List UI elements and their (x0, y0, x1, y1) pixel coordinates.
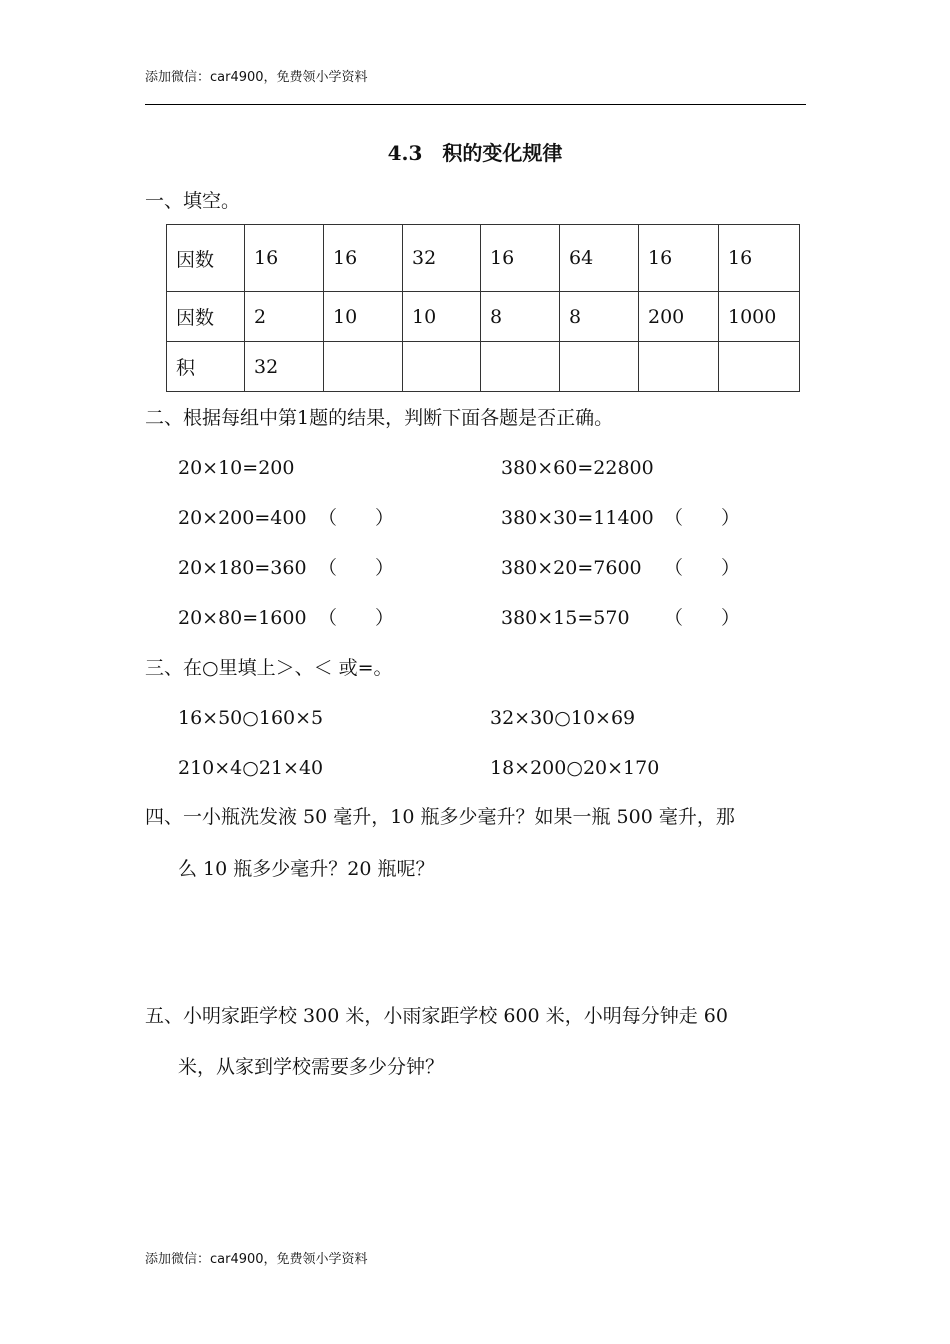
table-cell: 16 (245, 225, 324, 292)
table-cell: 16 (639, 225, 719, 292)
compare-item: 16×50○160×5 (178, 707, 324, 729)
table-cell: 8 (560, 292, 639, 342)
row-label: 积 (167, 342, 245, 392)
answer-parens: （ ） (318, 507, 395, 529)
table-cell: 64 (560, 225, 639, 292)
equation-left: 20×180=360 (178, 557, 307, 579)
section-4-line2: 么 10 瓶多少毫升？20 瓶呢？ (178, 858, 435, 880)
factor-product-table (166, 224, 800, 392)
answer-cell (324, 342, 403, 392)
row-label: 因数 (167, 225, 245, 292)
equation-right: 380×60=22800 (501, 457, 654, 479)
table-cell: 16 (481, 225, 560, 292)
table-row (167, 292, 800, 342)
table-row (167, 225, 800, 292)
equation-right: 380×15=570 (501, 607, 630, 629)
section-1-heading: 一、填空。 (145, 190, 241, 212)
table-cell: 200 (639, 292, 719, 342)
section-4-line1: 四、一小瓶洗发液 50 毫升，10 瓶多少毫升？如果一瓶 500 毫升，那 (145, 806, 735, 828)
table-cell: 2 (245, 292, 324, 342)
section-5-line1: 五、小明家距学校 300 米，小雨家距学校 600 米，小明每分钟走 60 (145, 1005, 728, 1027)
table-cell: 32 (245, 342, 324, 392)
equation-left: 20×10=200 (178, 457, 295, 479)
table-cell: 1000 (719, 292, 800, 342)
answer-cell (403, 342, 481, 392)
table-cell: 16 (324, 225, 403, 292)
page-footer: 添加微信：car4900，免费领小学资料 (145, 1252, 368, 1267)
answer-parens: （ ） (318, 557, 395, 579)
equation-right: 380×20=7600 (501, 557, 642, 579)
answer-cell (639, 342, 719, 392)
compare-item: 32×30○10×69 (490, 707, 636, 729)
table-cell: 32 (403, 225, 481, 292)
table-row (167, 342, 800, 392)
answer-cell (560, 342, 639, 392)
answer-cell (481, 342, 560, 392)
answer-parens: （ ） (318, 607, 395, 629)
answer-cell (719, 342, 800, 392)
table-cell: 16 (719, 225, 800, 292)
section-3-heading: 三、在○里填上＞、＜ 或=。 (145, 657, 393, 679)
section-5-line2: 米，从家到学校需要多少分钟？ (178, 1056, 445, 1078)
equation-left: 20×200=400 (178, 507, 307, 529)
page-header: 添加微信：car4900，免费领小学资料 (145, 70, 368, 85)
equation-left: 20×80=1600 (178, 607, 307, 629)
table-cell: 10 (403, 292, 481, 342)
table-cell: 10 (324, 292, 403, 342)
compare-item: 210×4○21×40 (178, 757, 324, 779)
worksheet-title: 4.3 积的变化规律 (387, 141, 563, 165)
header-rule (145, 104, 806, 105)
compare-item: 18×200○20×170 (490, 757, 660, 779)
answer-parens: （ ） (664, 607, 741, 629)
answer-parens: （ ） (664, 557, 741, 579)
table-cell: 8 (481, 292, 560, 342)
row-label: 因数 (167, 292, 245, 342)
answer-parens: （ ） (664, 507, 741, 529)
section-2-heading: 二、根据每组中第1题的结果，判断下面各题是否正确。 (145, 407, 614, 429)
equation-right: 380×30=11400 (501, 507, 654, 529)
